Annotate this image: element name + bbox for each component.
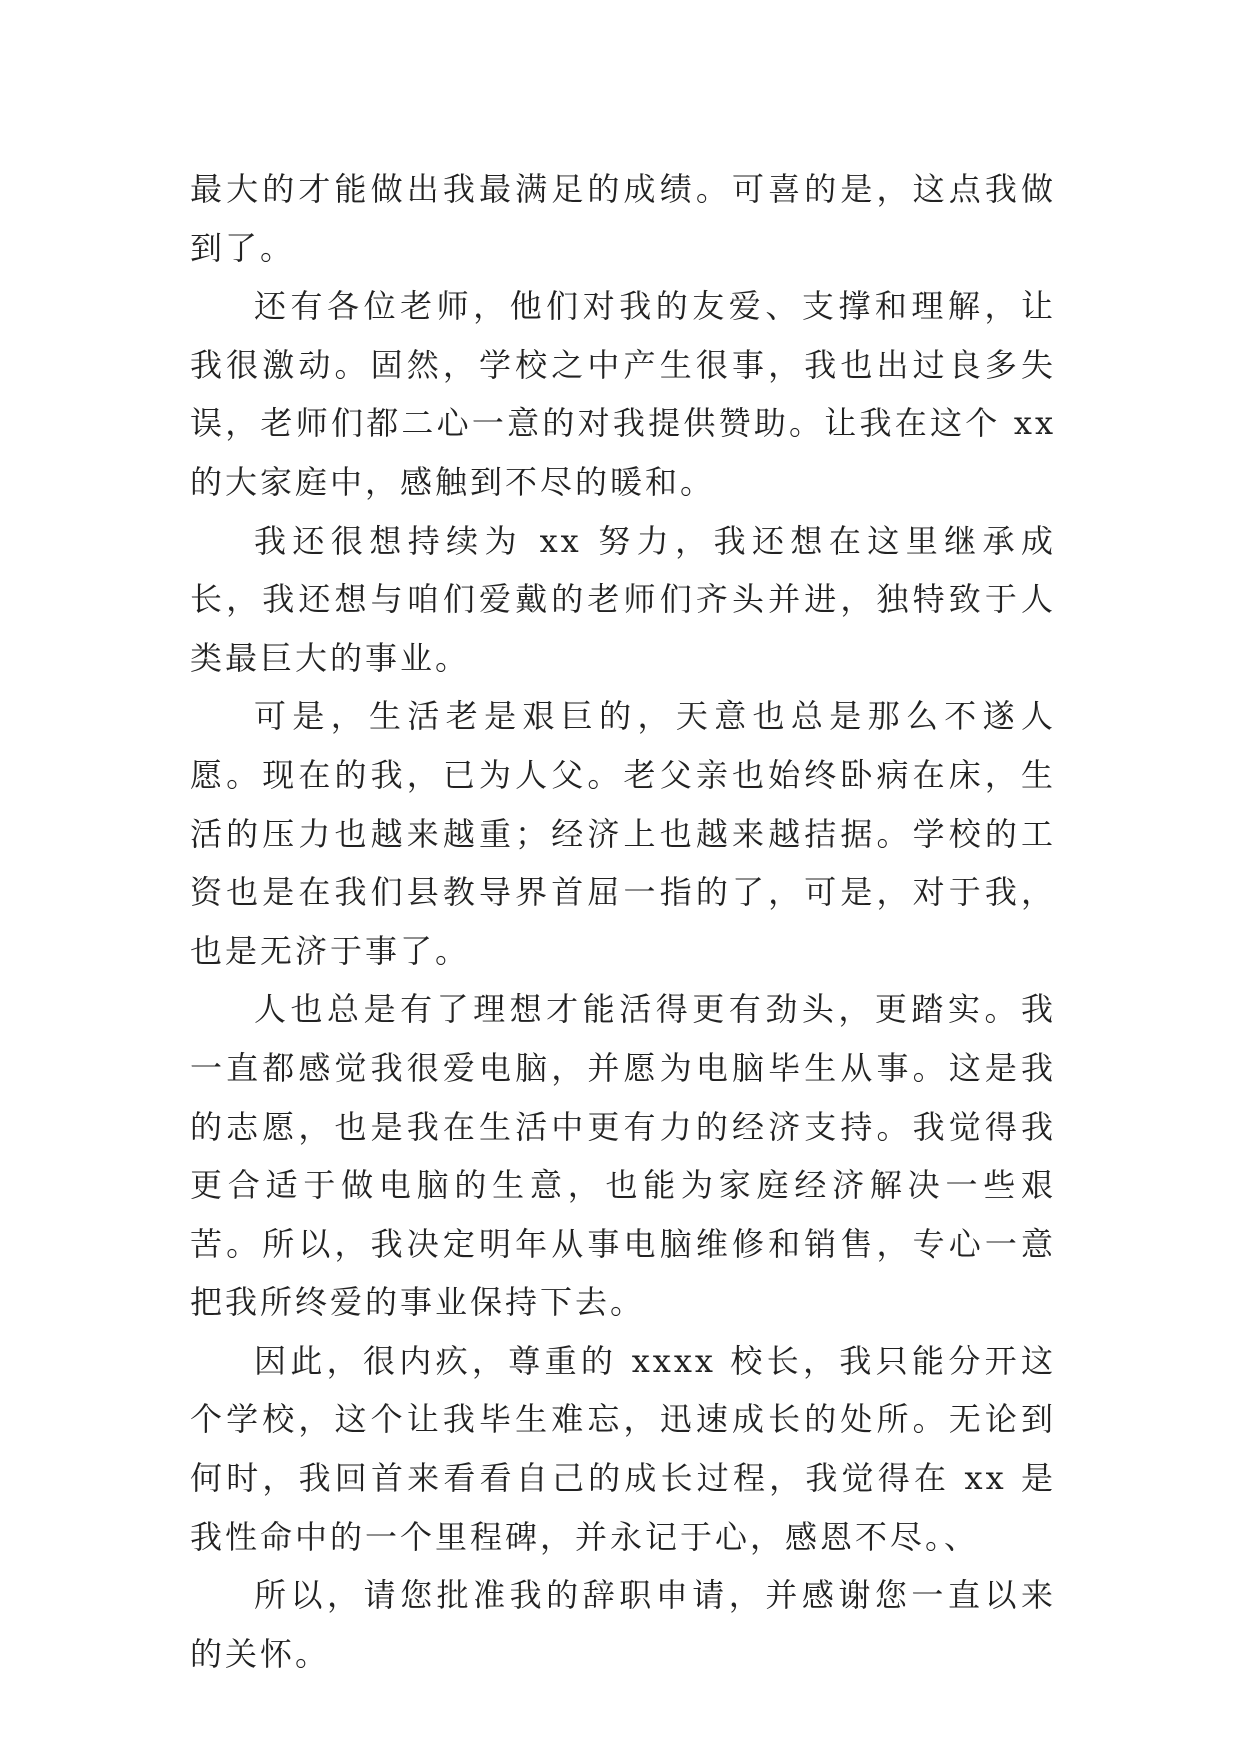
paragraph: 因此，很内疚，尊重的 xxxx 校长，我只能分开这个学校，这个让我毕生难忘，迅速成长的处所。无论到何时，我回首来看看自己的成长过程，我觉得在 xx 是我性命中的一个里程碑，并永记于心，感恩不尽。、 xyxy=(190,1341,1056,1556)
paragraph: 可是，生活老是艰巨的，天意也总是那么不遂人愿。现在的我，已为人父。老父亲也始终卧病在床，生活的压力也越来越重；经济上也越来越拮据。学校的工资也是在我们县教导界首屈一指的了，可是，对于我，也是无济于事了。 xyxy=(190,697,1056,970)
paragraph: 所以，请您批准我的辞职申请，并感谢您一直以来的关怀。 xyxy=(190,1576,1056,1673)
paragraph: 我还很想持续为 xx 努力，我还想在这里继承成长，我还想与咱们爱戴的老师们齐头并进，独特致于人类最巨大的事业。 xyxy=(190,521,1056,677)
letter-body xyxy=(190,160,1056,1683)
paragraph: 最大的才能做出我最满足的成绩。可喜的是，这点我做到了。 xyxy=(190,170,1056,267)
paragraph: 人也总是有了理想才能活得更有劲头，更踏实。我一直都感觉我很爱电脑，并愿为电脑毕生从事。这是我的志愿，也是我在生活中更有力的经济支持。我觉得我更合适于做电脑的生意，也能为家庭经济解决一些艰苦。所以，我决定明年从事电脑维修和销售，专心一意把我所终爱的事业保持下去。 xyxy=(190,990,1056,1322)
paragraph: 还有各位老师，他们对我的友爱、支撑和理解，让我很激动。固然，学校之中产生很事，我也出过良多失误，老师们都二心一意的对我提供赞助。让我在这个 xx 的大家庭中，感触到不尽的暖和。 xyxy=(190,287,1056,501)
